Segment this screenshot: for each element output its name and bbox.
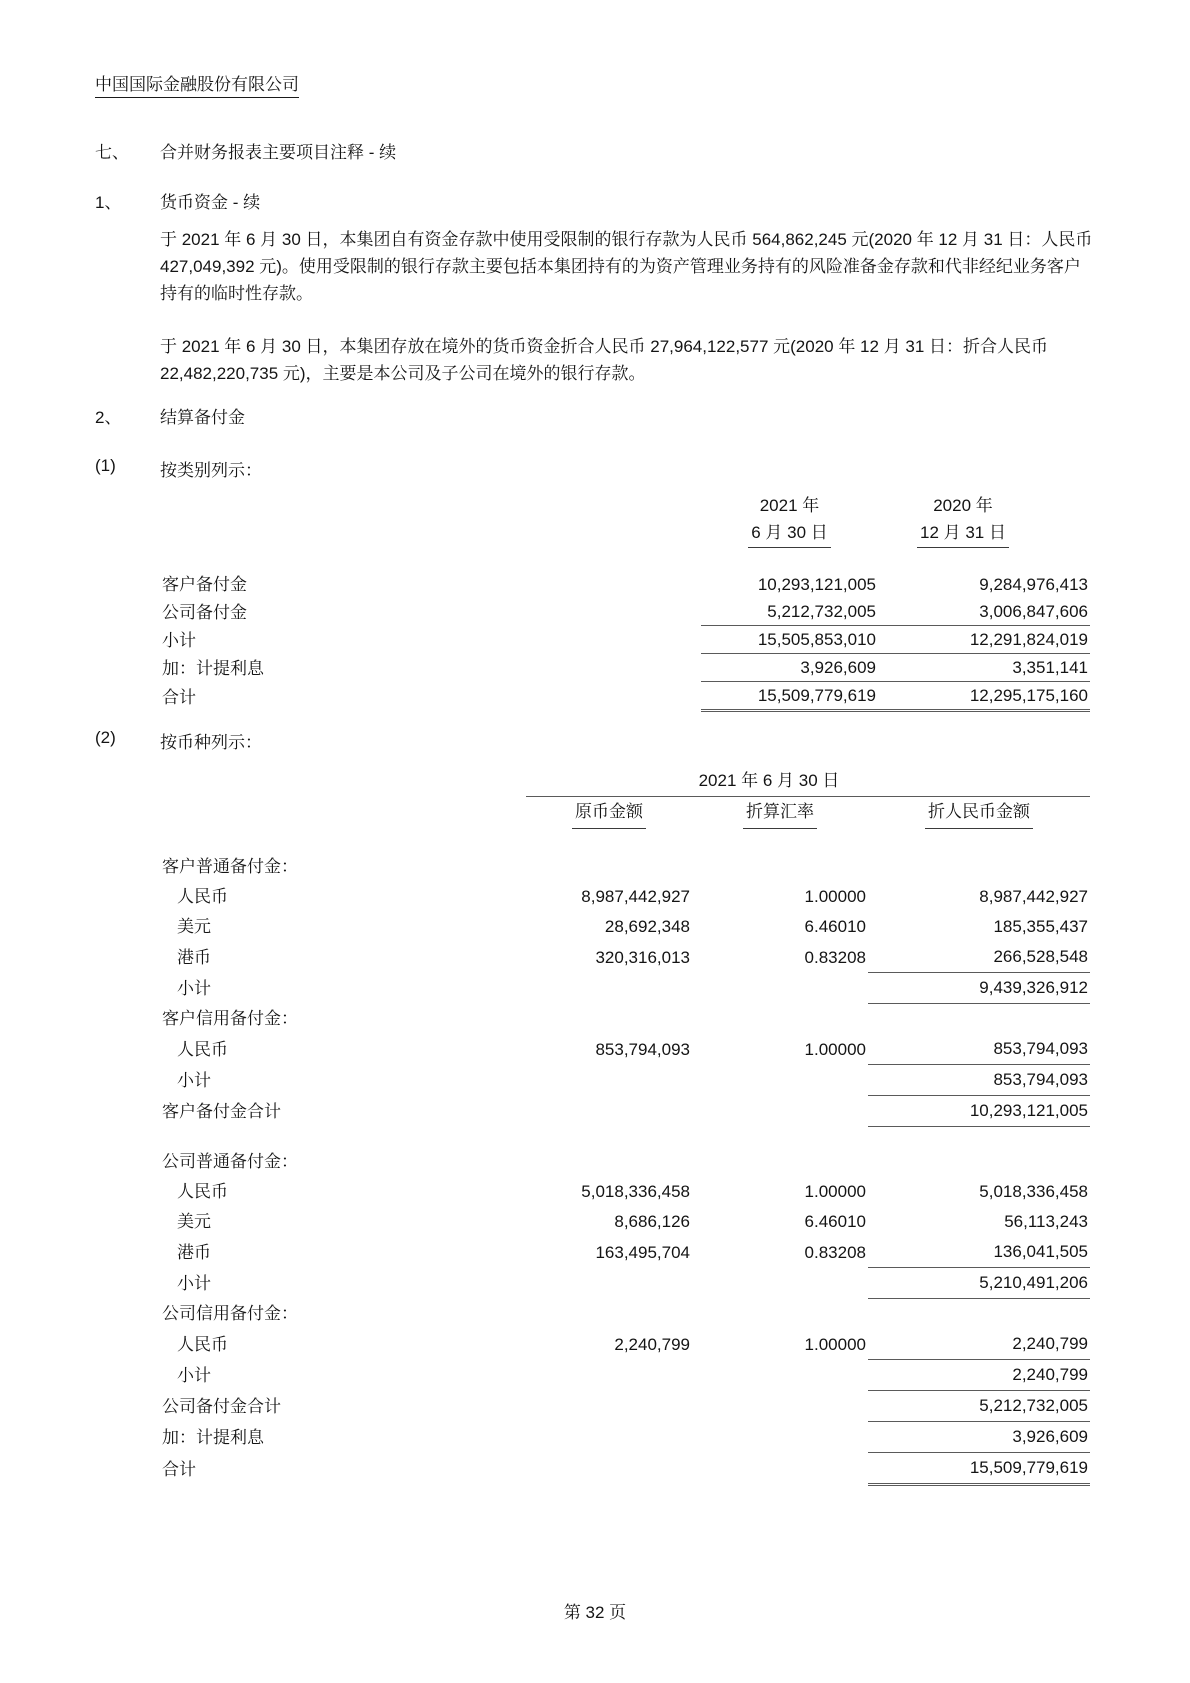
column-header-exchange-rate: 折算汇率 <box>743 797 817 829</box>
value-cell: 2,240,799 <box>868 1360 1090 1391</box>
row-label: 人民币 <box>177 887 228 906</box>
table-row <box>160 1391 1090 1422</box>
value-cell <box>526 1453 692 1485</box>
row-label: 人民币 <box>177 1039 228 1059</box>
value-cell: 10,293,121,005 <box>757 575 876 594</box>
row-label: 小计 <box>177 1070 211 1090</box>
table-row <box>160 1147 1090 1177</box>
table-row <box>160 1004 1090 1035</box>
section-heading <box>95 138 396 163</box>
table-header-row <box>160 766 1090 797</box>
value-cell: 12,295,175,160 <box>878 682 1090 711</box>
value-cell: 8,686,126 <box>614 1212 690 1231</box>
column-header-rmb-amount: 折人民币金额 <box>925 797 1033 829</box>
category-table-body <box>160 571 1090 711</box>
value-cell <box>868 1004 1090 1035</box>
row-label: 公司备付金 <box>162 602 247 622</box>
table-row <box>160 1268 1090 1299</box>
row-label: 小计 <box>162 630 196 650</box>
table-row <box>160 1453 1090 1485</box>
row-label: 合计 <box>162 1459 196 1479</box>
value-cell: 10,293,121,005 <box>868 1096 1090 1127</box>
currency-table-body <box>160 852 1090 1485</box>
value-cell <box>526 1299 692 1330</box>
currency-table <box>160 766 1090 1486</box>
value-cell <box>526 1065 692 1096</box>
value-cell <box>526 1268 692 1299</box>
value-cell <box>692 1391 868 1422</box>
value-cell: 266,528,548 <box>868 942 1090 973</box>
value-cell: 853,794,093 <box>868 1065 1090 1096</box>
spacer-row <box>160 1127 1090 1148</box>
table-row <box>160 1096 1090 1127</box>
value-cell: 9,439,326,912 <box>868 973 1090 1004</box>
value-cell: 2,240,799 <box>614 1334 690 1354</box>
value-cell <box>692 1299 868 1330</box>
row-label: 小计 <box>177 1273 211 1293</box>
value-cell: 1.00000 <box>804 887 866 906</box>
value-cell <box>692 1065 868 1096</box>
value-cell: 320,316,013 <box>595 947 690 967</box>
table-row <box>160 973 1090 1004</box>
row-label: 加：计提利息 <box>162 1427 264 1447</box>
section-title: 合并财务报表主要项目注释 - 续 <box>160 143 397 162</box>
value-cell <box>692 1360 868 1391</box>
column-header-date-2020: 12 月 31 日 <box>917 519 1009 548</box>
table-row <box>160 1034 1090 1065</box>
value-cell: 15,505,853,010 <box>701 626 878 654</box>
value-cell <box>868 1299 1090 1330</box>
subitem-2-title: 按币种列示： <box>160 733 262 752</box>
category-table-header <box>160 492 1090 571</box>
value-cell: 5,210,491,206 <box>868 1268 1090 1299</box>
column-header-date-2021: 6 月 30 日 <box>748 519 831 548</box>
table-row <box>160 598 1090 626</box>
value-cell: 5,212,732,005 <box>868 1391 1090 1422</box>
value-cell: 56,113,243 <box>1004 1212 1089 1231</box>
value-cell <box>526 1096 692 1127</box>
value-cell <box>692 1422 868 1453</box>
company-name: 中国国际金融股份有限公司 <box>95 70 299 98</box>
value-cell <box>868 852 1090 882</box>
value-cell: 853,794,093 <box>868 1034 1090 1065</box>
value-cell: 12,291,824,019 <box>878 626 1090 654</box>
value-cell <box>526 1422 692 1453</box>
column-header-2021: 2021 年 <box>759 496 820 515</box>
value-cell: 853,794,093 <box>595 1039 690 1059</box>
subitem-1-number: (1) <box>95 456 116 475</box>
subitem-1-title: 按类别列示： <box>160 461 262 480</box>
table-row <box>160 1065 1090 1096</box>
paragraph-restricted-deposits: 于 2021 年 6 月 30 日，本集团自有资金存款中使用受限制的银行存款为人民币 564,862,245 元(2020 年 12 月 31 日：人民币 427,049,392 元)。使用受限制的银行存款主要包括本集团持有的为资产管理业务持有的风险准备金存款和代非经纪业务客户持有的临时性存款。 <box>160 230 1093 303</box>
row-label: 客户信用备付金： <box>162 1009 298 1028</box>
item-2-heading <box>95 403 245 428</box>
value-cell: 6.46010 <box>804 917 866 936</box>
subitem-2-number: (2) <box>95 728 116 747</box>
subitem-1-heading <box>95 456 262 481</box>
category-table <box>160 492 1090 712</box>
value-cell: 1.00000 <box>804 1182 866 1201</box>
currency-table-header <box>160 766 1090 852</box>
value-cell: 28,692,348 <box>604 917 690 936</box>
row-label: 美元 <box>177 917 211 936</box>
row-label: 小计 <box>177 1365 211 1385</box>
value-cell <box>526 973 692 1004</box>
table-row <box>160 1360 1090 1391</box>
value-cell: 1.00000 <box>804 1039 866 1059</box>
value-cell <box>692 1268 868 1299</box>
table-header-row <box>160 492 1090 519</box>
value-cell: 1.00000 <box>804 1334 866 1354</box>
row-label: 美元 <box>177 1212 211 1231</box>
page-number: 第 32 页 <box>563 1603 627 1622</box>
value-cell <box>692 1453 868 1485</box>
column-header-original-amount: 原币金额 <box>572 797 646 829</box>
value-cell: 185,355,437 <box>993 917 1089 936</box>
row-label: 公司备付金合计 <box>162 1396 281 1416</box>
item-1-title: 货币资金 - 续 <box>160 193 261 212</box>
row-label: 港币 <box>177 1242 211 1262</box>
row-label: 客户备付金 <box>162 575 247 594</box>
value-cell: 5,018,336,458 <box>979 1182 1089 1201</box>
value-cell: 9,284,976,413 <box>979 575 1088 594</box>
table-row <box>160 1329 1090 1360</box>
page-footer <box>0 1598 1190 1623</box>
table-row <box>160 1422 1090 1453</box>
value-cell <box>526 1391 692 1422</box>
value-cell: 136,041,505 <box>868 1237 1090 1268</box>
value-cell <box>692 1147 868 1177</box>
row-label: 人民币 <box>177 1334 228 1354</box>
subitem-2-heading <box>95 728 262 753</box>
table-row <box>160 1237 1090 1268</box>
table-row <box>160 1299 1090 1330</box>
row-label: 公司信用备付金： <box>162 1304 298 1323</box>
value-cell <box>692 852 868 882</box>
column-header-2020: 2020 年 <box>933 496 993 515</box>
value-cell: 3,351,141 <box>878 654 1090 682</box>
row-label: 客户普通备付金： <box>162 857 298 876</box>
table-header-row <box>160 797 1090 830</box>
value-cell: 3,926,609 <box>868 1422 1090 1453</box>
row-label: 加：计提利息 <box>162 658 264 678</box>
table-row <box>160 942 1090 973</box>
value-cell <box>526 1147 692 1177</box>
value-cell: 15,509,779,619 <box>701 682 878 711</box>
value-cell: 0.83208 <box>804 947 866 967</box>
table-row <box>160 626 1090 654</box>
item-2-title: 结算备付金 <box>160 408 245 427</box>
value-cell: 6.46010 <box>804 1212 866 1231</box>
table-row <box>160 912 1090 942</box>
value-cell: 15,509,779,619 <box>868 1453 1090 1485</box>
table-row <box>160 654 1090 682</box>
span-header-date: 2021 年 6 月 30 日 <box>526 766 1090 797</box>
value-cell: 5,212,732,005 <box>701 598 878 626</box>
value-cell: 2,240,799 <box>868 1329 1090 1360</box>
value-cell: 8,987,442,927 <box>979 887 1089 906</box>
paragraph-overseas-funds: 于 2021 年 6 月 30 日，本集团存放在境外的货币资金折合人民币 27,964,122,577 元(2020 年 12 月 31 日：折合人民币 22,482,220,735 元)，主要是本公司及子公司在境外的银行存款。 <box>160 337 1049 383</box>
row-label: 人民币 <box>177 1182 228 1201</box>
item-1-heading <box>95 188 260 213</box>
value-cell: 163,495,704 <box>595 1242 690 1262</box>
value-cell <box>526 1360 692 1391</box>
value-cell <box>526 1004 692 1035</box>
item-1-number: 1、 <box>95 193 122 212</box>
table-header-row <box>160 519 1090 548</box>
value-cell <box>526 852 692 882</box>
value-cell <box>160 1127 1090 1148</box>
value-cell: 5,018,336,458 <box>581 1182 690 1201</box>
row-label: 小计 <box>177 978 211 998</box>
table-row <box>160 882 1090 912</box>
value-cell <box>868 1147 1090 1177</box>
table-row <box>160 682 1090 711</box>
value-cell: 0.83208 <box>804 1242 866 1262</box>
row-label: 合计 <box>162 687 196 707</box>
table-row <box>160 852 1090 882</box>
table-row <box>160 1207 1090 1237</box>
value-cell: 3,006,847,606 <box>878 598 1090 626</box>
row-label: 港币 <box>177 947 211 967</box>
section-number: 七、 <box>95 143 129 162</box>
item-2-number: 2、 <box>95 408 122 427</box>
value-cell <box>692 1096 868 1127</box>
value-cell <box>692 1004 868 1035</box>
value-cell: 3,926,609 <box>701 654 878 682</box>
row-label: 客户备付金合计 <box>162 1101 281 1121</box>
table-row <box>160 571 1090 598</box>
row-label: 公司普通备付金： <box>162 1152 298 1171</box>
table-row <box>160 1177 1090 1207</box>
value-cell <box>692 973 868 1004</box>
value-cell: 8,987,442,927 <box>581 887 690 906</box>
